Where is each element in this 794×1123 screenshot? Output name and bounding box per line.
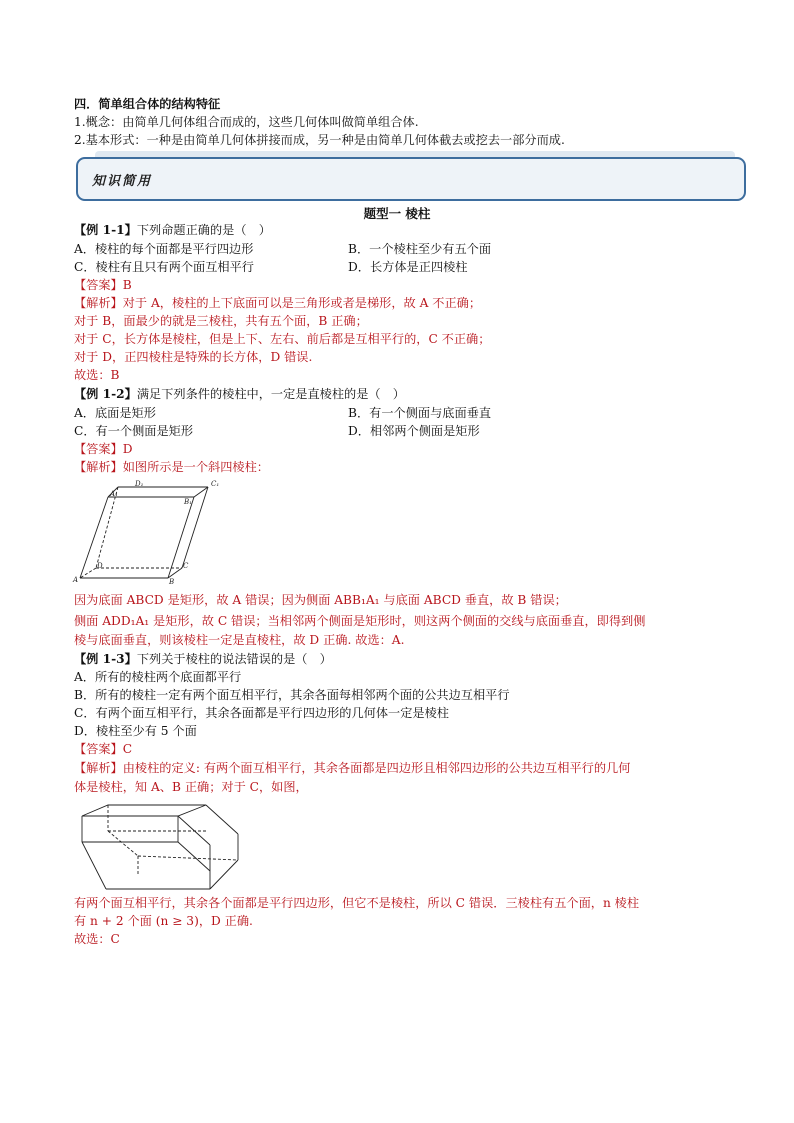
- ex1-analysis-tag: 【解析】: [74, 296, 123, 310]
- ex1-answer-tag: 【答案】: [74, 278, 123, 292]
- fig-label-b1: B₁: [184, 498, 192, 506]
- counterexample-figure: [78, 804, 243, 890]
- fig-label-b: B: [169, 578, 175, 586]
- ex3-answer: C: [122, 742, 133, 756]
- ex3-analysis-tag: 【解析】: [74, 761, 123, 775]
- ex1-option-a: A．棱柱的每个面都是平行四边形: [74, 242, 254, 256]
- ex2-answer: D: [122, 442, 133, 456]
- ex1-analysis-text: 对于 A，棱柱的上下底面可以是三角形或者是梯形，故 A 不正确；: [122, 296, 482, 310]
- fig-label-d1: D₁: [135, 480, 144, 488]
- ex3-after-line-2: 有 n + 2 个面 (n ≥ 3)，D 正确.: [74, 914, 253, 928]
- ex2-question: 满足下列条件的棱柱中，一定是直棱柱的是（ ）: [136, 387, 405, 401]
- ex1-analysis-line-4: 对于 D，正四棱柱是特殊的长方体，D 错误.: [74, 350, 313, 364]
- ex2-analysis-line: [74, 459, 269, 476]
- ex3-answer-tag: 【答案】: [74, 742, 123, 756]
- ex3-option-c: C．有两个面互相平行，其余各面都是平行四边形的几何体一定是棱柱: [74, 706, 449, 720]
- ex1-analysis-line-1: [74, 295, 481, 312]
- ex2-tag: 【例 1-2】: [74, 387, 137, 401]
- ex2-option-a: A．底面是矩形: [74, 406, 156, 420]
- knowledge-box: [76, 157, 746, 201]
- ex3-tag: 【例 1-3】: [74, 652, 137, 666]
- ex1-question: 下列命题正确的是（ ）: [136, 223, 271, 237]
- fig-label-a: A: [73, 576, 79, 584]
- ex1-question-line: [74, 222, 271, 239]
- ex3-analysis-line-2: 体是棱柱，知 A、B 正确；对于 C，如图，: [74, 780, 308, 794]
- ex2-answer-line: [74, 441, 133, 458]
- ex2-after-line-2: 侧面 ADD₁A₁ 是矩形，故 C 错误；当相邻两个侧面是矩形时，则这两个侧面的交线与底面垂直，即得到侧: [74, 614, 646, 628]
- ex1-analysis-line-3: 对于 C，长方体是棱柱，但是上下、左右、前后都是互相平行的，C 不正确；: [74, 332, 491, 346]
- ex2-analysis-intro: 如图所示是一个斜四棱柱：: [122, 460, 269, 474]
- ex1-answer: B: [122, 278, 132, 292]
- ex3-question-line: [74, 651, 332, 668]
- box-title: 知识简用: [92, 174, 153, 189]
- ex1-option-b: B．一个棱柱至少有五个面: [348, 242, 492, 256]
- ex1-analysis-line-5: 故选：B: [74, 368, 120, 382]
- fig-label-c: C: [183, 562, 189, 570]
- ex1-option-c: C．棱柱有且只有两个面互相平行: [74, 260, 254, 274]
- ex2-question-line: [74, 386, 405, 403]
- ex2-option-d: D．相邻两个侧面是矩形: [348, 424, 480, 438]
- ex3-option-d: D．棱柱至少有 5 个面: [74, 724, 197, 738]
- ex3-analysis-line-1: [74, 760, 630, 777]
- ex1-answer-line: [74, 277, 132, 294]
- oblique-prism-figure: [72, 478, 232, 586]
- ex3-final: 故选：C: [74, 932, 120, 946]
- ex1-option-d: D．长方体是正四棱柱: [348, 260, 468, 274]
- ex1-tag: 【例 1-1】: [74, 223, 137, 237]
- concept-text: 1.概念：由简单几何体组合而成的，这些几何体叫做简单组合体.: [74, 115, 419, 129]
- ex2-option-b: B．有一个侧面与底面垂直: [348, 406, 492, 420]
- section-heading: 四．简单组合体的结构特征: [74, 97, 221, 111]
- forms-text: 2.基本形式：一种是由简单几何体拼接而成，另一种是由简单几何体截去或挖去一部分而成.: [74, 133, 565, 147]
- type-title: 题型一 棱柱: [363, 206, 431, 221]
- ex2-analysis-tag: 【解析】: [74, 460, 123, 474]
- ex3-after-line-1: 有两个面互相平行，其余各个面都是平行四边形，但它不是棱柱，所以 C 错误．三棱柱有五个面，n 棱柱: [74, 896, 640, 910]
- ex3-option-b: B．所有的棱柱一定有两个面互相平行，其余各面每相邻两个面的公共边互相平行: [74, 688, 510, 702]
- ex2-option-c: C．有一个侧面是矩形: [74, 424, 194, 438]
- ex2-after-line-3: 棱与底面垂直，则该棱柱一定是直棱柱，故 D 正确. 故选：A.: [74, 633, 405, 647]
- fig-label-a1: A₁: [110, 490, 118, 498]
- ex1-analysis-line-2: 对于 B，面最少的就是三棱柱，共有五个面，B 正确；: [74, 314, 368, 328]
- fig-label-d: D: [97, 562, 103, 570]
- fig-label-c1: C₁: [211, 480, 220, 488]
- ex2-after-line-1: 因为底面 ABCD 是矩形，故 A 错误；因为侧面 ABB₁A₁ 与底面 ABCD 垂直，故 B 错误；: [74, 593, 567, 607]
- ex3-option-a: A．所有的棱柱两个底面都平行: [74, 670, 242, 684]
- ex2-answer-tag: 【答案】: [74, 442, 123, 456]
- ex3-answer-line: [74, 741, 132, 758]
- ex3-question: 下列关于棱柱的说法错误的是（ ）: [136, 652, 332, 666]
- ex3-analysis-text-1: 由棱柱的定义: 有两个面互相平行，其余各面都是四边形且相邻四边形的公共边互相平行的几何: [122, 761, 631, 775]
